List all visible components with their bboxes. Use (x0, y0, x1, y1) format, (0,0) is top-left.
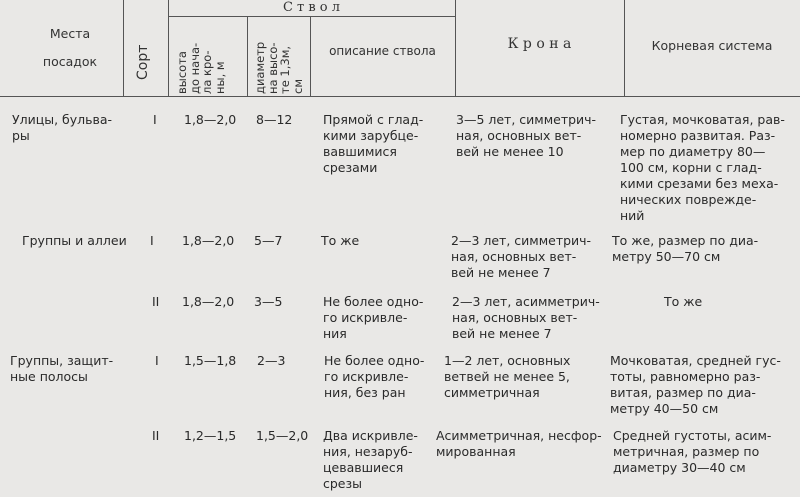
row1-place: Улицы, бульва- ры (12, 112, 113, 143)
column-divider (247, 17, 248, 96)
row1-grade: I (153, 112, 157, 127)
row4-roots: Мочковатая, средней гус- тоты, равномерно раз- витая, размер по диа- метру 40—50 см (610, 353, 781, 416)
header-trunk: С т в о л (282, 0, 341, 15)
column-divider (123, 0, 124, 96)
row3-description: Не более одно- го искривле- ния (323, 294, 424, 341)
row3-crown: 2—3 лет, асимметрич- ная, основных вет- вей не менее 7 (452, 294, 600, 341)
row4-diameter: 2—3 (257, 353, 286, 368)
row2-place: Группы и аллеи (22, 233, 127, 248)
row5-grade: II (152, 428, 160, 443)
row3-grade: II (152, 294, 160, 309)
header-crown: К р о н а (507, 36, 572, 52)
row4-crown: 1—2 лет, основных ветвей не менее 5, симметричная (444, 353, 571, 400)
row2-crown: 2—3 лет, симметрич- ная, основных вет- вей не менее 7 (451, 233, 592, 280)
row5-roots: Средней густоты, асим- метричная, размер по диаметру 30—40 см (613, 428, 772, 475)
row5-description: Два искривле- ния, незаруб- цевавшиеся срезы (323, 428, 418, 491)
row4-description: Не более одно- го искривле- ния, без ран (324, 353, 425, 400)
row3-diameter: 3—5 (254, 294, 283, 309)
header-grade: Сорт (135, 44, 151, 80)
row1-crown: 3—5 лет, симметрич- ная, основных вет- вей не менее 10 (456, 112, 597, 159)
header-bottom-rule (0, 96, 800, 97)
row1-roots: Густая, мочковатая, рав- номерно развитая. Раз- мер по диаметру 80— 100 см, корни с глад- кими срезами без меха- нических поврежде- ний (620, 112, 785, 223)
header-places: Места посадок (42, 26, 98, 69)
row3-height: 1,8—2,0 (182, 294, 235, 309)
row2-grade: I (150, 233, 154, 248)
column-divider (624, 0, 625, 96)
row5-diameter: 1,5—2,0 (256, 428, 309, 443)
row5-height: 1,2—1,5 (184, 428, 237, 443)
row2-roots: То же, размер по диа- метру 50—70 см (612, 233, 759, 264)
row1-description: Прямой с глад- кими зарубце- вавшимися срезами (323, 112, 424, 175)
header-trunk-description: описание ствола (329, 44, 436, 58)
row4-height: 1,5—1,8 (184, 353, 237, 368)
header-crown-height: высота до нача- ла кро- ны, м (175, 42, 227, 94)
column-divider (310, 17, 311, 96)
header-trunk-diameter: диаметр на высо- те 1,3м, см (253, 41, 305, 94)
row1-diameter: 8—12 (256, 112, 293, 127)
row2-description: То же (321, 233, 360, 248)
row4-place: Группы, защит- ные полосы (10, 353, 114, 384)
row1-height: 1,8—2,0 (184, 112, 237, 127)
header-roots: Корневая система (651, 38, 773, 53)
row4-grade: I (155, 353, 159, 368)
column-divider (455, 0, 456, 96)
row2-diameter: 5—7 (254, 233, 283, 248)
row2-height: 1,8—2,0 (182, 233, 235, 248)
trunk-underline (168, 16, 455, 17)
row5-crown: Асимметричная, несфор- мированная (436, 428, 602, 459)
row3-roots: То же (664, 294, 703, 309)
